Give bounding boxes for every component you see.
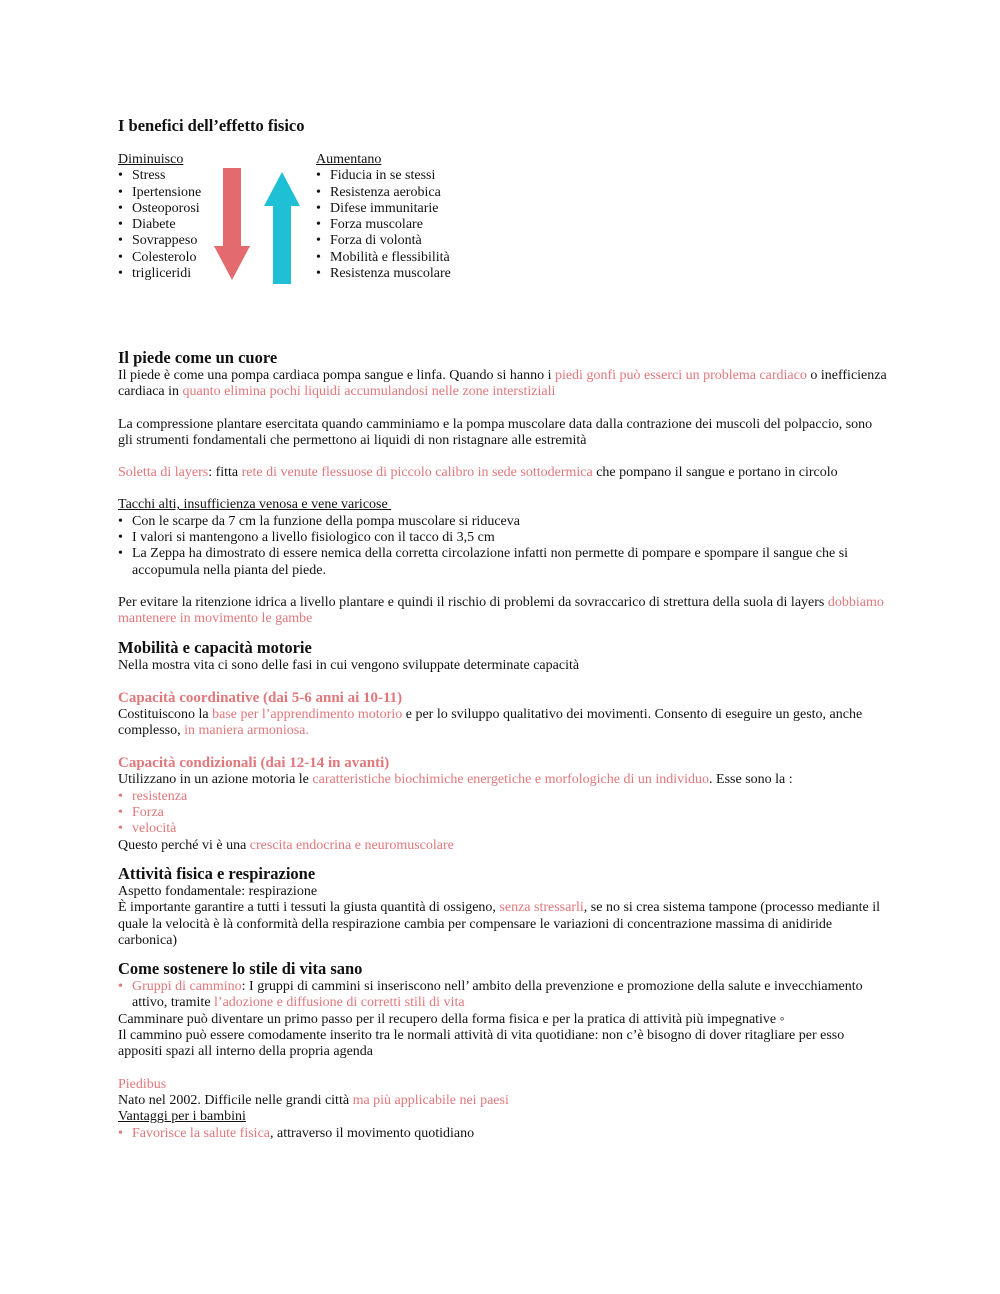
increase-label: Aumentano [316, 152, 382, 167]
heart-title: Il piede come un cuore [118, 348, 278, 367]
conditional-title: Capacità condizionali (dai 12-14 in avanti) [118, 755, 390, 772]
list-item: • Con le scarpe da 7 cm la funzione della pompa muscolare si riduceva [118, 514, 888, 530]
mobility-intro: Nella mostra vita ci sono delle fasi in cui vengono sviluppate determinate capacità [118, 657, 580, 673]
list-item: • Forza muscolare [316, 217, 451, 233]
list-item: • resistenza [118, 789, 888, 805]
list-item: • La Zeppa ha dimostrato di essere nemica della corretta circolazione infatti non permette di pompare e spompare il sangue che si accopumula nella pianta del piede. [118, 546, 888, 579]
text-run: È importante garantire a tutti i tessuti la giusta quantità di ossigeno, [118, 900, 500, 916]
list-item: • Stress [118, 168, 201, 184]
highlight-run: Soletta di layers [118, 465, 209, 481]
benefits-section [118, 116, 888, 316]
mobility-title: Mobilità e capacità motorie [118, 637, 312, 657]
piedibus-label: Piedibus [118, 1076, 167, 1092]
highlight-run: senza stressarli [499, 900, 584, 916]
list-item: • Resistenza aerobica [316, 185, 451, 201]
advantages-list [118, 1126, 888, 1142]
lifestyle-list [118, 979, 888, 1012]
benefits-title: I benefici dell’effetto fisico [118, 116, 305, 135]
list-item: • velocità [118, 821, 888, 837]
list-item: • Difese immunitarie [316, 201, 451, 217]
list-item: • Colesterolo [118, 250, 201, 266]
text-run: Per evitare la ritenzione idrica a livello plantare e quindi il rischio di problemi da sovraccarico di strettura della suola di layers [118, 594, 828, 610]
text-run: Il piede è come una pompa cardiaca pompa sangue e linfa. Quando si hanno i [118, 368, 555, 383]
heart-paragraph-2: La compressione plantare esercitata quando camminiamo e la pompa muscolare data dalla contrazione dei muscoli del polpaccio, sono gli strumenti fondamentali che permettono ai liquidi di non ristagnare alle estremità [118, 416, 873, 448]
text-run: : fitta [208, 465, 242, 481]
list-item: • Mobilità e flessibilità [316, 250, 451, 266]
decrease-list [118, 168, 201, 282]
decrease-column [118, 152, 201, 282]
highlight-run: quanto elimina pochi liquidi accumulandosi nelle zone interstiziali [182, 384, 556, 400]
text-run: o inefficienza cardiaca in [118, 368, 887, 400]
text-run: , se no si crea sistema tampone (processo mediante il quale la velocità è là conformità della respirazione cambia per compensare le variazioni di concentrazione massima di anidiride carbonica) [118, 900, 881, 948]
highlight-run: rete di venute flessuose di piccolo calibro in sede sottodermica [241, 465, 593, 481]
list-item [118, 979, 888, 1012]
text-run: : I gruppi di cammini si inseriscono nell’ ambito della prevenzione e promozione della salute e invecchiamento attivo, tramite [132, 979, 863, 1011]
text-run: che pompano il sangue e portano in circolo [592, 465, 838, 481]
breathing-line: Aspetto fondamentale: respirazione [118, 883, 318, 899]
text-run: Questo perché vi è una [118, 837, 250, 853]
piedibus-born [118, 1093, 888, 1109]
heart-paragraph-3 [118, 465, 888, 481]
highlight-run: dobbiamo mantenere in movimento le gambe [118, 594, 884, 627]
highlight-run: piedi gonfi può esserci un problema cardiaco [554, 368, 807, 383]
lifestyle-paragraph-2: Il cammino può essere comodamente inserito tra le normali attività di vita quotidiane: non c’è bisogno di dover ritagliare per esso appositi spazi all interno della propria agenda [118, 1028, 845, 1060]
highlight-run: l’adozione e diffusione di corretti stili di vita [214, 995, 465, 1011]
coordinative-paragraph [118, 707, 888, 740]
list-item: • Forza di volontà [316, 233, 451, 249]
breathing-paragraph [118, 900, 888, 949]
conditional-paragraph [118, 772, 888, 788]
list-item: • I valori si mantengono a livello fisiologico con il tacco di 3,5 cm [118, 530, 888, 546]
lifestyle-title: Come sostenere lo stile di vita sano [118, 959, 363, 979]
up-arrow-icon [264, 172, 300, 284]
list-item: • Resistenza muscolare [316, 266, 451, 282]
breathing-title: Attività fisica e respirazione [118, 863, 316, 883]
highlight-run: caratteristiche biochimiche energetiche e morfologiche di un individuo [312, 772, 710, 788]
increase-list [316, 168, 451, 282]
list-item: • Sovrappeso [118, 233, 201, 249]
highlight-run: base per l’apprendimento motorio [212, 706, 403, 722]
list-item: • Fiducia in se stessi [316, 168, 451, 184]
lifestyle-paragraph-1: Camminare può diventare un primo passo per il recupero della forma fisica e per la pratica di attività più impegnative ◦ [118, 1011, 785, 1027]
heart-paragraph-4 [118, 595, 888, 628]
text-run: Utilizzano in un azione motoria le [118, 772, 313, 788]
text-run: Costituiscono la [118, 706, 213, 722]
list-item: • Osteoporosi [118, 201, 201, 217]
list-item: • Forza [118, 805, 888, 821]
coordinative-title: Capacità coordinative (dai 5-6 anni ai 10-11) [118, 689, 403, 706]
list-item: • Diabete [118, 217, 201, 233]
highlight-run: in maniera armoniosa. [184, 723, 309, 739]
highlight-run: crescita endocrina e neuromuscolare [249, 837, 454, 853]
text-run: e per lo sviluppo qualitativo dei movimenti. Consento di eseguire un gesto, anche complesso, [118, 706, 863, 739]
list-item: • trigliceridi [118, 266, 201, 282]
heels-label: Tacchi alti, insufficienza venosa e vene varicose [118, 497, 392, 513]
heart-paragraph-1 [118, 368, 888, 401]
down-arrow-icon [214, 168, 250, 280]
conditional-list [118, 789, 888, 838]
text-run: Nato nel 2002. Difficile nelle grandi città [118, 1092, 353, 1108]
highlight-run: ma più applicabile nei paesi [352, 1092, 509, 1108]
list-item: • Ipertensione [118, 185, 201, 201]
heels-list [118, 514, 888, 579]
highlight-run: Gruppi di cammino [132, 979, 242, 995]
document-page [118, 116, 888, 1142]
text-run: . Esse sono la : [709, 772, 793, 788]
decrease-label: Diminuisco [118, 152, 184, 167]
conditional-end [118, 838, 888, 854]
increase-column [316, 152, 451, 282]
advantages-label: Vantaggi per i bambini [118, 1109, 246, 1125]
text-run: , attraverso il movimento quotidiano [270, 1125, 475, 1141]
list-item [118, 1126, 888, 1142]
highlight-run: Favorisce la salute fisica [132, 1125, 271, 1141]
